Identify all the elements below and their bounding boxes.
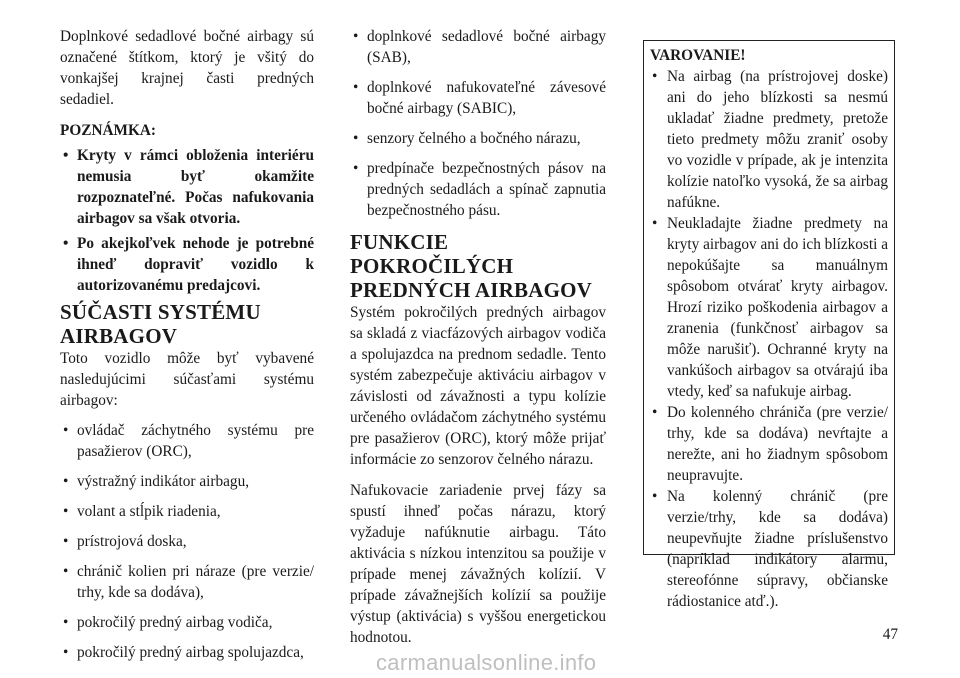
list-item: • výstražný indikátor airbagu, [60, 471, 314, 492]
body-paragraph: Nafukovacie zariadenie prvej fázy sa spustí ihneď počas nárazu, ktorý vyžaduje nafúknutie airbagu. Táto aktivácia s nízkou intenzitou sa použije v prípade menej závažných kolízií. V prípade závažnejších kolízií sa použije výstup (aktivácia) s vyššou energetickou hodnotou. [350, 482, 606, 646]
intro-paragraph: Doplnkové sedadlové bočné airbagy sú označené štítkom, ktorý je všitý do vonkajšej krajnej časti predných sedadiel. [60, 28, 314, 108]
warning-list [650, 66, 888, 612]
note-item: • Po akejkoľvek nehode je potrebné ihneď dopraviť vozidlo k autorizovanému predajcovi. [60, 233, 314, 296]
components-list [60, 420, 314, 663]
list-item: • prístrojová doska, [60, 531, 314, 552]
list-item: • doplnkové nafukovateľné závesové bočné airbagy (SABIC), [350, 77, 606, 119]
left-column [60, 26, 314, 672]
section-heading-advanced-airbags: FUNKCIE POKROČILÝCH PREDNÝCH AIRBAGOV [350, 230, 592, 302]
list-item: • chránič kolien pri náraze (pre verzie/ trhy, kde sa dodáva), [60, 561, 314, 603]
warning-item: • Na kolenný chránič (pre verzie/trhy, kde sa dodáva) neupevňujte žiadne príslušenstvo (napríklad indikátory alarmu, stereofónne súpravy, občianske rádiostanice atď.). [650, 486, 888, 612]
warning-item: • Na airbag (na prístrojovej doske) ani do jeho blízkosti sa nesmú ukladať žiadne predmety, pretože tieto predmety môžu zraniť osoby vo vozidle v prípade, ak je intenzita kolízie natoľko vysoká, že sa airbag nafúkne. [650, 66, 888, 213]
warning-title: VAROVANIE! [650, 47, 746, 64]
note-item: • Kryty v rámci obloženia interiéru nemusia byť okamžite rozpoznateľné. Počas nafukovania airbagov sa však otvoria. [60, 145, 314, 229]
list-item: • predpínače bezpečnostných pásov na predných sedadlách a spínač zapnutia bezpečnostného pásu. [350, 158, 606, 221]
list-item: • pokročilý predný airbag spolujazdca, [60, 642, 314, 663]
components-paragraph: Toto vozidlo môže byť vybavené nasledujúcimi súčasťami systému airbagov: [60, 350, 314, 409]
warning-item: • Neukladajte žiadne predmety na kryty airbagov ani do ich blízkosti a nepokúšajte sa manuálnym spôsobom otvárať kryty airbagov. Hrozí riziko poškodenia airbagov a zranenia (funkčnosť airbagov sa môže narušiť). Ochranné kryty na vankúšoch airbagov sa otvárajú iba vtedy, keď sa nafukuje airbag. [650, 213, 888, 402]
body-paragraph: Systém pokročilých predných airbagov sa skladá z viacfázových airbagov vodiča a spolujazdca na prednom sedadle. Tento systém zabezpečuje aktiváciu airbagov v závislosti od závažnosti a typu kolízie určeného ovládačom záchytného systému pre pasažierov (ORC), ktorý môže prijať informácie zo senzorov čelného nárazu. [350, 304, 606, 468]
list-item: • pokročilý predný airbag vodiča, [60, 612, 314, 633]
components-list-continued [350, 26, 606, 221]
middle-column [350, 26, 606, 658]
warning-box [643, 40, 895, 610]
note-list [60, 145, 314, 296]
watermark: carmanualsonline.info [376, 650, 597, 675]
list-item: • volant a stĺpik riadenia, [60, 501, 314, 522]
warning-item: • Do kolenného chrániča (pre verzie/ trhy, kde sa dodáva) nevŕtajte a nerežte, ani ho žiadnym spôsobom neupravujte. [650, 402, 888, 486]
list-item: • doplnkové sedadlové bočné airbagy (SAB), [350, 26, 606, 68]
page-number: 47 [882, 626, 898, 643]
note-title: POZNÁMKA: [60, 122, 157, 139]
list-item: • ovládač záchytného systému pre pasažierov (ORC), [60, 420, 314, 462]
section-heading-components: SÚČASTI SYSTÉMU AIRBAGOV [60, 300, 261, 348]
list-item: • senzory čelného a bočného nárazu, [350, 128, 606, 149]
